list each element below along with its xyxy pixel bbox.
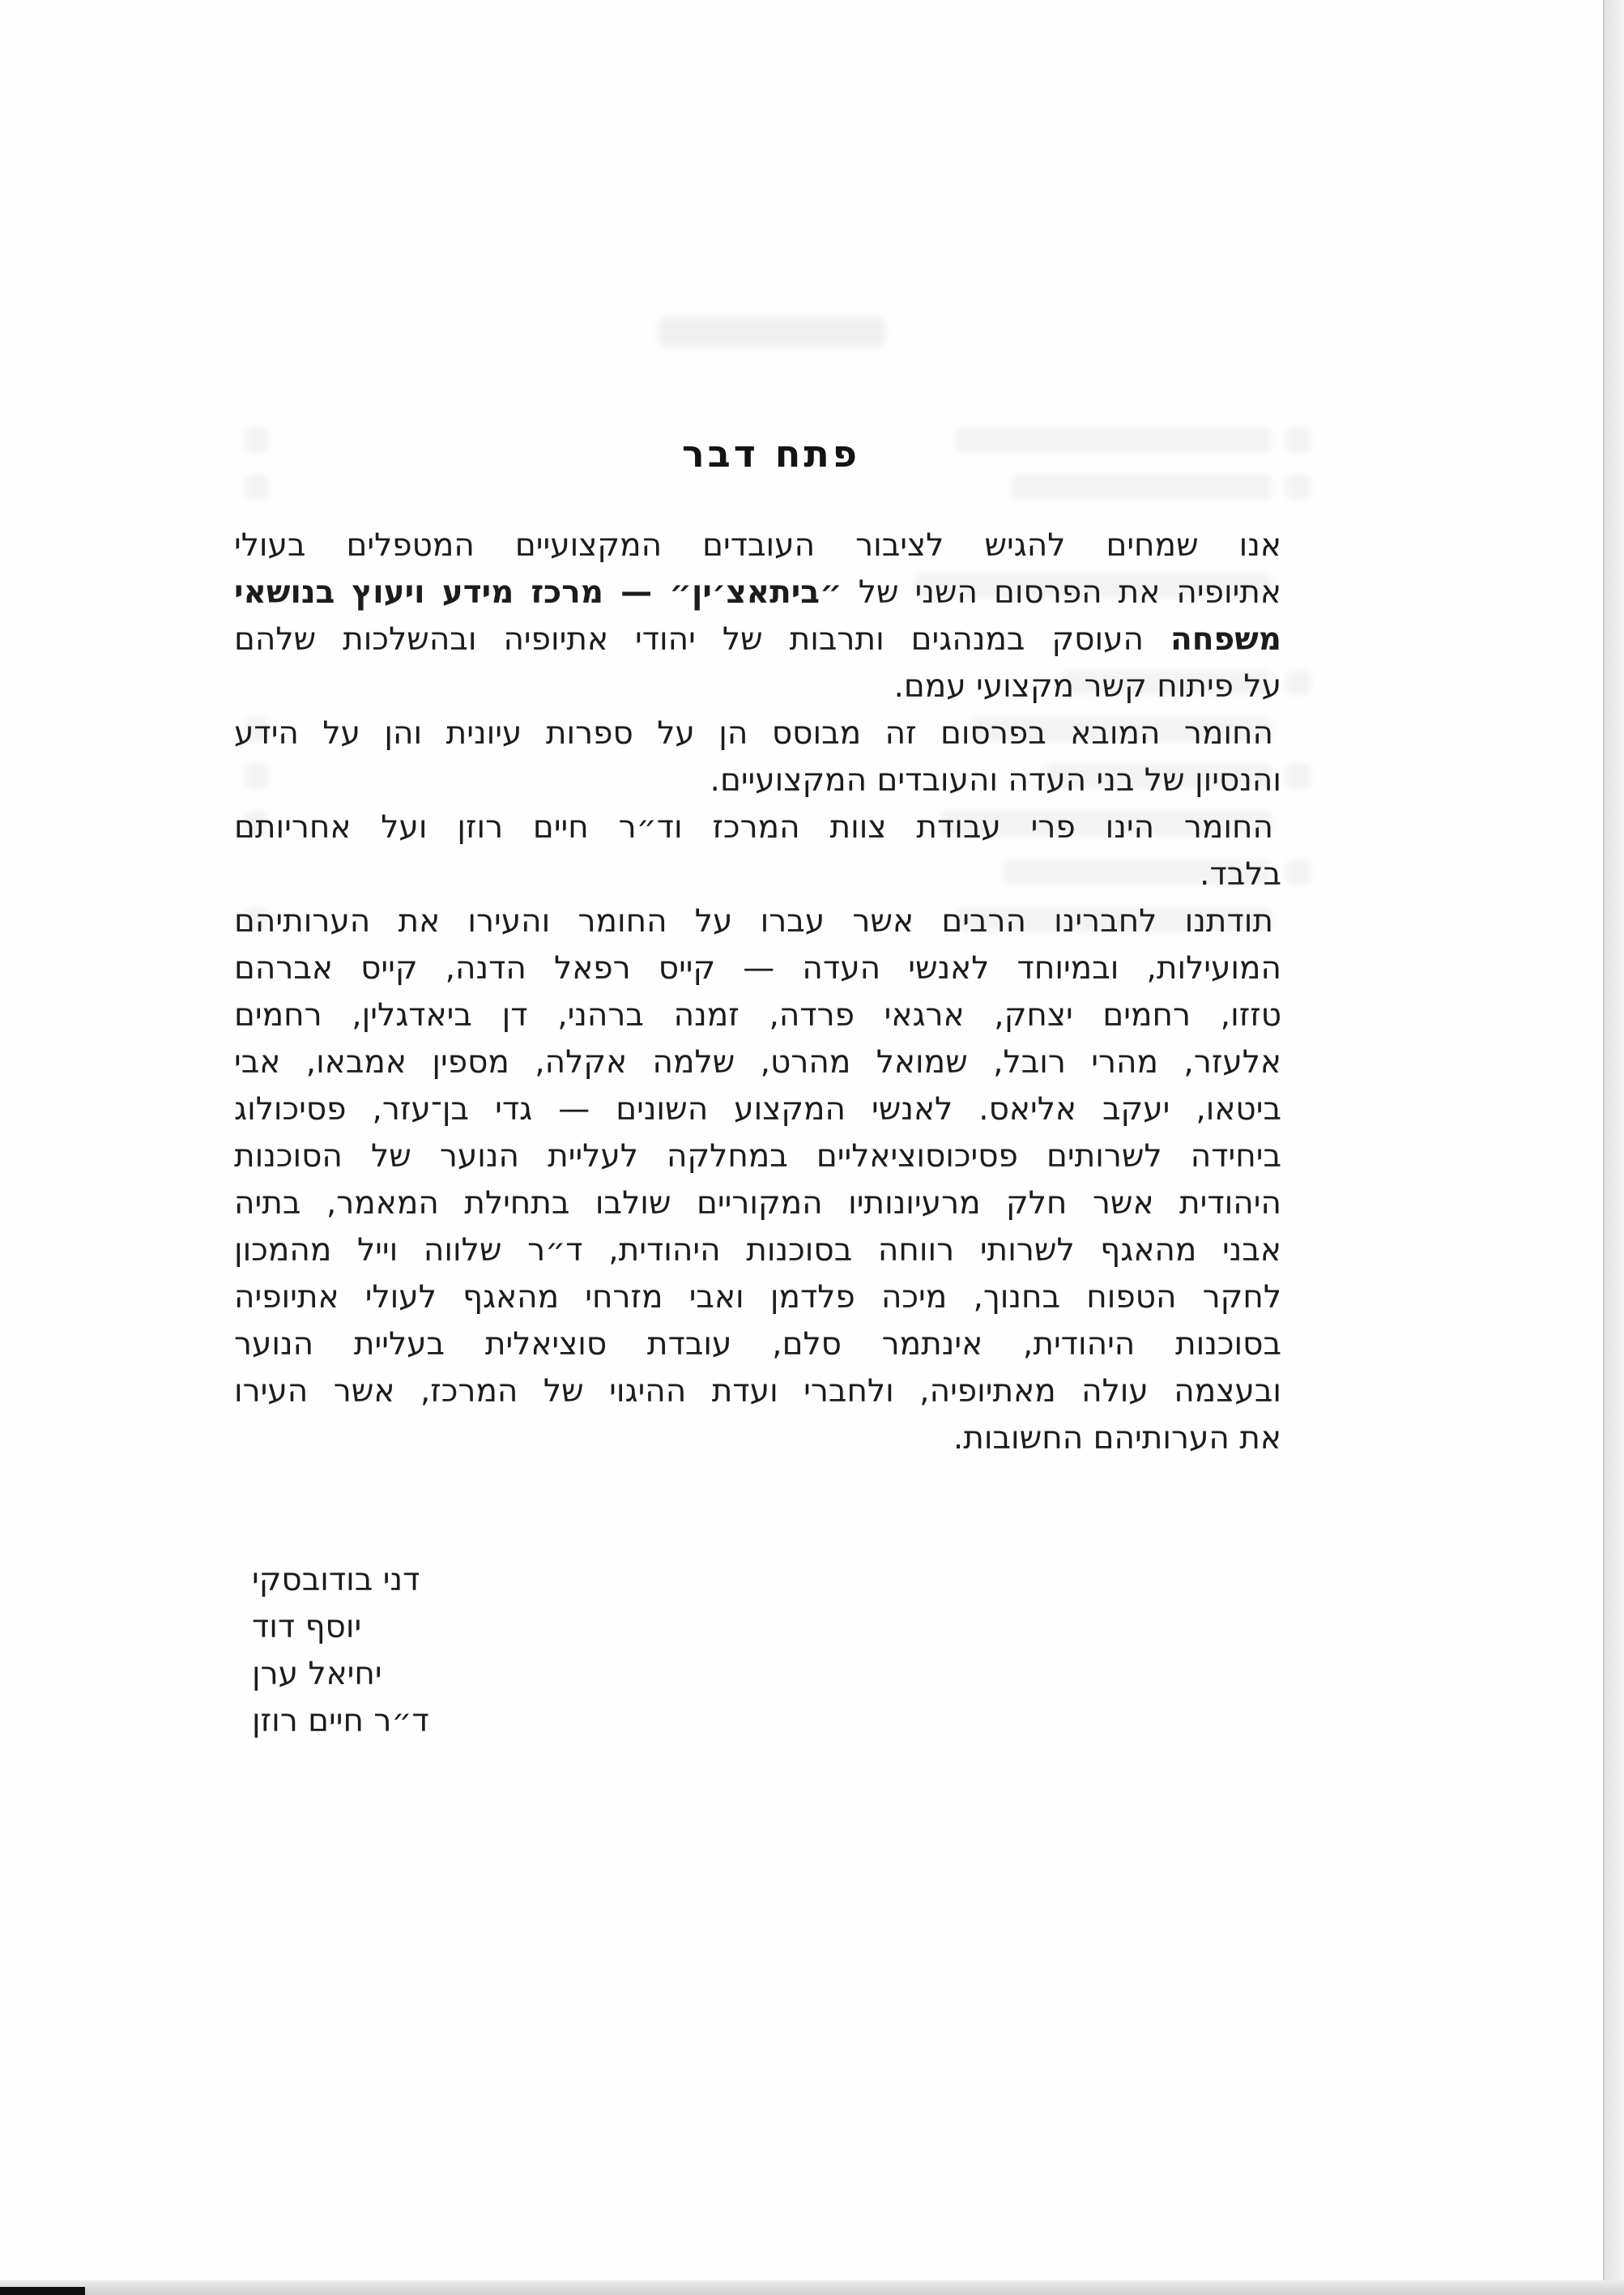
ghost-line (1012, 475, 1272, 499)
body-text: העוסק במנהגים ותרבות של יהודי אתיופיה ובהשלכות שלהם (234, 621, 1170, 658)
body-line (234, 1274, 1281, 1321)
scan-edge-bottom (0, 2280, 1624, 2295)
body-text: ובעצמה עולה מאתיופיה, ולחברי ועדת ההיגוי של המרכז, אשר העירו (234, 1373, 1281, 1410)
body-line (234, 1039, 1281, 1086)
body-line (234, 523, 1281, 569)
ghost-number (1286, 428, 1311, 452)
body-text: אבני מהאגף לשרותי רווחה בסוכנות היהודית, ד״ר שלווה וייל מהמכון (234, 1232, 1281, 1269)
body-line (234, 1227, 1281, 1274)
body-line (234, 1368, 1281, 1415)
body-line (234, 710, 1281, 757)
scan-edge-right (1603, 0, 1624, 2295)
body-text: בלבד. (1200, 856, 1281, 893)
body-text: והנסיון של בני העדה והעובדים המקצועיים. (710, 762, 1281, 799)
ghost-number (1286, 671, 1311, 695)
foreword-body (234, 523, 1281, 1462)
ghost-heading (659, 318, 885, 347)
ghost-number (1286, 860, 1311, 885)
body-line (234, 898, 1281, 945)
body-text: לחקר הטפוח בחנוך, מיכה פלדמן ואבי מזרחי מהאגף לעולי אתיופיה (234, 1279, 1281, 1316)
body-text: ביטאו, יעקב אליאס. לאנשי המקצוע השונים — גדי בן־עזר, פסיכולוג (234, 1091, 1281, 1128)
body-line (234, 616, 1281, 663)
body-text: תודתנו לחברינו הרבים אשר עברו על החומר והעירו את הערותיהם (234, 903, 1273, 940)
body-line (234, 945, 1281, 992)
signature-name: יוסף דוד (252, 1609, 362, 1645)
ghost-number (1286, 764, 1311, 788)
signature-name: ד״ר חיים רוזן (252, 1703, 429, 1739)
ghost-line (956, 428, 1272, 452)
signature-name: דני בודובסקי (252, 1562, 420, 1598)
body-line (234, 1321, 1281, 1368)
body-line (234, 1133, 1281, 1180)
body-line (234, 851, 1281, 898)
body-text: החומר הינו פרי עבודת צוות המרכז וד״ר חיים רוזן ועל אחריותם (234, 809, 1273, 846)
body-text: היהודית אשר חלק מרעיונותיו המקוריים שולבו בתחילת המאמר, בתיה (234, 1185, 1281, 1222)
body-line (234, 569, 1281, 616)
page-title: פתח דבר (681, 432, 861, 476)
body-text: אנו שמחים להגיש לציבור העובדים המקצועיים המטפלים בעולי (234, 527, 1281, 564)
body-line (234, 757, 1281, 804)
body-text: ביחידה לשרותים פסיכוסוציאליים במחלקה לעליית הנוער של הסוכנות (234, 1138, 1281, 1175)
body-line (234, 663, 1281, 710)
body-text: אתיופיה את הפרסום השני של (842, 574, 1282, 611)
ghost-number (1286, 475, 1311, 499)
body-line (234, 1180, 1281, 1227)
body-text-bold: משפחה (1170, 621, 1281, 658)
body-line (234, 804, 1281, 851)
signatures (252, 1557, 592, 1745)
signature-name: יחיאל ערן (252, 1656, 382, 1692)
scan-edge-corner (0, 2287, 85, 2295)
body-text: אלעזר, מהרי רובל, שמואל מהרט, שלמה אקלה, מספין אמבאו, אבי (234, 1044, 1281, 1081)
body-text-bold: ״ביתאצ׳ין״ — מרכז מידע ויעוץ בנושאי (234, 574, 842, 611)
body-text: את הערותיהם החשובות. (953, 1420, 1281, 1457)
body-text: טזזו, רחמים יצחק, ארגאי פרדה, זמנה ברהני, דן ביאדגלין, רחמים (234, 997, 1281, 1034)
body-line (234, 992, 1281, 1039)
ghost-number (245, 428, 268, 452)
body-text: בסוכנות היהודית, אינתמר סלם, עובדת סוציאלית בעליית הנוער (234, 1326, 1281, 1363)
body-text: על פיתוח קשר מקצועי עמם. (893, 668, 1281, 705)
body-line (234, 1415, 1281, 1462)
body-line (234, 1086, 1281, 1133)
ghost-number (245, 475, 268, 499)
body-text: החומר המובא בפרסום זה מבוסס הן על ספרות עיונית והן על הידע (234, 715, 1273, 752)
body-text: המועילות, ובמיוחד לאנשי העדה — קייס רפאל הדנה, קייס אברהם (234, 950, 1281, 987)
